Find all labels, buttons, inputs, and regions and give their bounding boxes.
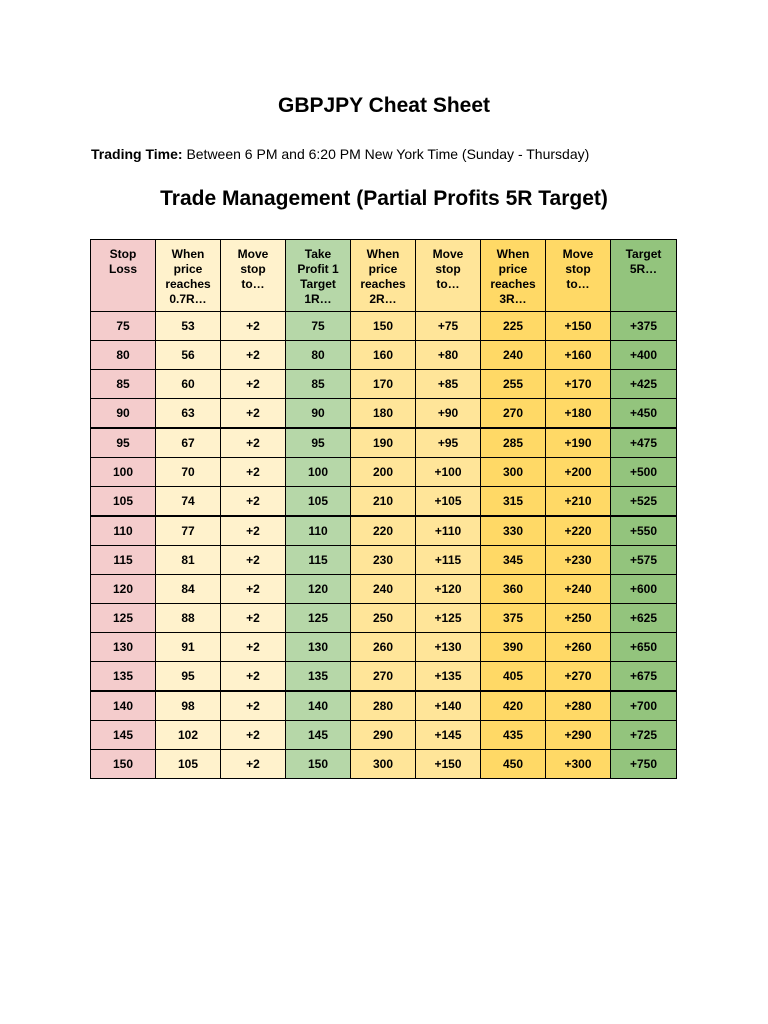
table-cell: +550 [611, 516, 677, 546]
table-cell: 56 [156, 341, 221, 370]
table-cell: +525 [611, 487, 677, 517]
table-cell: 95 [286, 428, 351, 458]
table-cell: 200 [351, 458, 416, 487]
table-cell: +220 [546, 516, 611, 546]
table-cell: +80 [416, 341, 481, 370]
table-cell: 105 [286, 487, 351, 517]
table-cell: 77 [156, 516, 221, 546]
table-row [91, 604, 677, 633]
table-cell: +425 [611, 370, 677, 399]
table-cell: 160 [351, 341, 416, 370]
table-cell: +2 [221, 341, 286, 370]
table-cell: +2 [221, 750, 286, 779]
table-title: Trade Management (Partial Profits 5R Target) [160, 187, 608, 210]
table-cell: +625 [611, 604, 677, 633]
table-row [91, 546, 677, 575]
header-move-stop-2: Move stop to… [416, 240, 481, 312]
table-cell: +200 [546, 458, 611, 487]
table-cell: 280 [351, 691, 416, 721]
table-row [91, 691, 677, 721]
table-cell: +130 [416, 633, 481, 662]
table-row [91, 312, 677, 341]
table-cell: 345 [481, 546, 546, 575]
table-cell: +2 [221, 312, 286, 341]
table-cell: 120 [91, 575, 156, 604]
table-cell: 210 [351, 487, 416, 517]
table-cell: +95 [416, 428, 481, 458]
table-cell: +300 [546, 750, 611, 779]
table-cell: +105 [416, 487, 481, 517]
table-cell: +240 [546, 575, 611, 604]
table-cell: 95 [156, 662, 221, 692]
table-cell: 100 [91, 458, 156, 487]
table-row [91, 458, 677, 487]
table-cell: +2 [221, 458, 286, 487]
table-cell: 135 [91, 662, 156, 692]
table-cell: 180 [351, 399, 416, 429]
table-cell: +90 [416, 399, 481, 429]
table-cell: +2 [221, 633, 286, 662]
table-cell: 130 [91, 633, 156, 662]
table-cell: +120 [416, 575, 481, 604]
table-cell: 190 [351, 428, 416, 458]
table-cell: +2 [221, 575, 286, 604]
table-cell: 67 [156, 428, 221, 458]
table-cell: 75 [91, 312, 156, 341]
table-row [91, 575, 677, 604]
table-cell: 145 [91, 721, 156, 750]
table-cell: 300 [481, 458, 546, 487]
table-cell: +2 [221, 662, 286, 692]
table-cell: 420 [481, 691, 546, 721]
table-cell: 240 [481, 341, 546, 370]
table-cell: +85 [416, 370, 481, 399]
table-cell: +2 [221, 546, 286, 575]
table-cell: 125 [286, 604, 351, 633]
table-row [91, 662, 677, 692]
table-cell: +75 [416, 312, 481, 341]
table-cell: 110 [91, 516, 156, 546]
table-cell: 135 [286, 662, 351, 692]
table-row [91, 399, 677, 429]
table-cell: 60 [156, 370, 221, 399]
table-cell: +180 [546, 399, 611, 429]
table-cell: 115 [286, 546, 351, 575]
table-cell: 90 [91, 399, 156, 429]
table-cell: +575 [611, 546, 677, 575]
table-cell: 220 [351, 516, 416, 546]
table-cell: +475 [611, 428, 677, 458]
table-cell: 105 [156, 750, 221, 779]
table-cell: +450 [611, 399, 677, 429]
table-cell: 81 [156, 546, 221, 575]
table-cell: 225 [481, 312, 546, 341]
table-cell: +2 [221, 428, 286, 458]
header-when-price-3r: When price reaches 3R… [481, 240, 546, 312]
page-title: GBPJPY Cheat Sheet [277, 94, 491, 117]
table-cell: 435 [481, 721, 546, 750]
table-cell: 405 [481, 662, 546, 692]
table-row [91, 721, 677, 750]
table-cell: 450 [481, 750, 546, 779]
table-cell: 70 [156, 458, 221, 487]
table-row [91, 750, 677, 779]
table-cell: 80 [286, 341, 351, 370]
table-cell: +260 [546, 633, 611, 662]
table-cell: 140 [91, 691, 156, 721]
table-cell: +2 [221, 691, 286, 721]
table-cell: 91 [156, 633, 221, 662]
table-cell: +2 [221, 721, 286, 750]
table-cell: +150 [546, 312, 611, 341]
table-cell: 390 [481, 633, 546, 662]
table-row [91, 370, 677, 399]
table-cell: 270 [351, 662, 416, 692]
table-cell: +170 [546, 370, 611, 399]
table-cell: 300 [351, 750, 416, 779]
table-cell: 102 [156, 721, 221, 750]
table-cell: 125 [91, 604, 156, 633]
table-cell: 240 [351, 575, 416, 604]
table-cell: +125 [416, 604, 481, 633]
table-cell: +150 [416, 750, 481, 779]
table-cell: 95 [91, 428, 156, 458]
table-cell: 85 [91, 370, 156, 399]
table-cell: +2 [221, 370, 286, 399]
table-cell: 145 [286, 721, 351, 750]
table-cell: +2 [221, 604, 286, 633]
table-cell: +135 [416, 662, 481, 692]
table-cell: +700 [611, 691, 677, 721]
table-cell: 270 [481, 399, 546, 429]
table-cell: 315 [481, 487, 546, 517]
table-cell: +2 [221, 399, 286, 429]
table-cell: 375 [481, 604, 546, 633]
table-row [91, 487, 677, 517]
table-cell: +280 [546, 691, 611, 721]
table-cell: 150 [91, 750, 156, 779]
table-cell: 130 [286, 633, 351, 662]
header-target-5r: Target 5R… [611, 240, 677, 312]
header-take-profit-1r: Take Profit 1 Target 1R… [286, 240, 351, 312]
table-cell: +675 [611, 662, 677, 692]
trading-time-line [91, 144, 589, 164]
table-cell: +250 [546, 604, 611, 633]
header-when-price-2r: When price reaches 2R… [351, 240, 416, 312]
table-cell: +160 [546, 341, 611, 370]
table-row [91, 341, 677, 370]
table-cell: +290 [546, 721, 611, 750]
table-cell: 75 [286, 312, 351, 341]
trading-time-value: Between 6 PM and 6:20 PM New York Time (Sunday - Thursday) [186, 146, 590, 162]
table-cell: +210 [546, 487, 611, 517]
table-cell: +600 [611, 575, 677, 604]
table-cell: +100 [416, 458, 481, 487]
table-cell: +2 [221, 516, 286, 546]
table-cell: +190 [546, 428, 611, 458]
table-cell: +140 [416, 691, 481, 721]
table-cell: +400 [611, 341, 677, 370]
table-cell: 120 [286, 575, 351, 604]
header-when-price-0-7r: When price reaches 0.7R… [156, 240, 221, 312]
table-cell: 110 [286, 516, 351, 546]
table-cell: 170 [351, 370, 416, 399]
table-cell: +110 [416, 516, 481, 546]
table-cell: 330 [481, 516, 546, 546]
table-cell: +725 [611, 721, 677, 750]
table-cell: 90 [286, 399, 351, 429]
table-cell: 63 [156, 399, 221, 429]
table-cell: +650 [611, 633, 677, 662]
table-cell: 100 [286, 458, 351, 487]
table-cell: +2 [221, 487, 286, 517]
table-row [91, 516, 677, 546]
table-cell: 85 [286, 370, 351, 399]
header-move-stop-3: Move stop to… [546, 240, 611, 312]
table-cell: +230 [546, 546, 611, 575]
table-cell: 74 [156, 487, 221, 517]
header-move-stop-1: Move stop to… [221, 240, 286, 312]
table-cell: 230 [351, 546, 416, 575]
table-cell: 53 [156, 312, 221, 341]
table-cell: +500 [611, 458, 677, 487]
header-stop-loss: Stop Loss [91, 240, 156, 312]
table-cell: +270 [546, 662, 611, 692]
table-cell: +375 [611, 312, 677, 341]
table-cell: 150 [286, 750, 351, 779]
table-cell: +115 [416, 546, 481, 575]
table-body [91, 312, 677, 779]
header-row [91, 240, 677, 312]
table-row [91, 428, 677, 458]
trading-time-label: Trading Time: [91, 146, 183, 162]
table-cell: 105 [91, 487, 156, 517]
table-cell: 290 [351, 721, 416, 750]
table-cell: 115 [91, 546, 156, 575]
table-cell: 88 [156, 604, 221, 633]
table-cell: 150 [351, 312, 416, 341]
table-cell: 360 [481, 575, 546, 604]
table-cell: 80 [91, 341, 156, 370]
table-cell: +750 [611, 750, 677, 779]
table-cell: 260 [351, 633, 416, 662]
table-cell: 98 [156, 691, 221, 721]
table-cell: 255 [481, 370, 546, 399]
table-cell: 285 [481, 428, 546, 458]
table-cell: 84 [156, 575, 221, 604]
table-cell: 250 [351, 604, 416, 633]
table-row [91, 633, 677, 662]
trade-management-table [90, 239, 677, 779]
table-cell: 140 [286, 691, 351, 721]
table-cell: +145 [416, 721, 481, 750]
